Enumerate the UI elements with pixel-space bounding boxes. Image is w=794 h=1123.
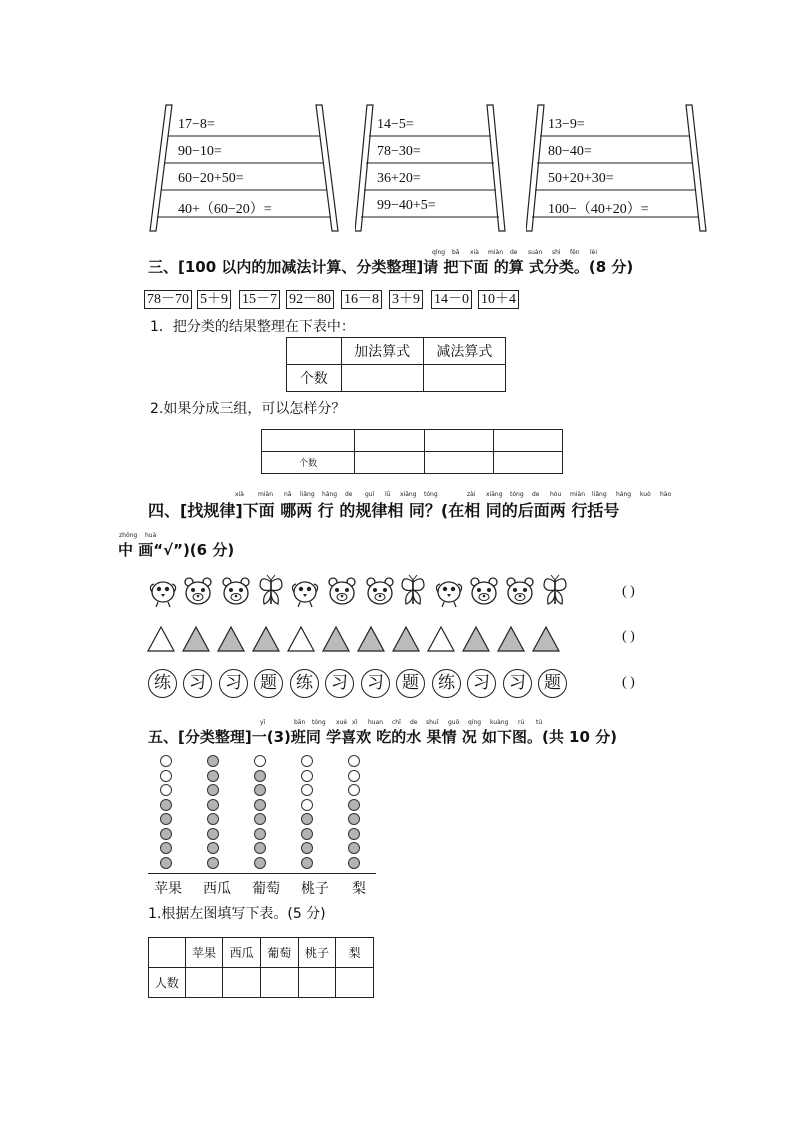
expression-box: 5＋9 [197,290,231,309]
expression-box: 15－7 [239,290,280,309]
answer-cell[interactable] [185,968,223,998]
bead [348,828,360,840]
circled-character: 习 [361,669,390,698]
bead [348,784,360,796]
pinyin: guī [365,491,375,498]
pinyin: shuǐ [426,719,439,726]
answer-cell[interactable] [355,452,424,474]
pinyin: háng [616,491,632,498]
question-3-2: 2.如果分成三组，可以怎样分？ [150,401,346,417]
bead [301,857,313,869]
bead [301,828,313,840]
table-row-label: 个数 [287,365,342,392]
pinyin: kuàng [490,719,509,726]
pinyin: bǎ [452,249,460,256]
bead [301,842,313,854]
pinyin: xué [336,719,348,726]
bead [160,770,172,782]
table-header-cell: 西瓜 [223,938,261,968]
bead [254,842,266,854]
answer-cell[interactable] [262,430,355,452]
expression-box: 92－80 [286,290,334,309]
bead [207,784,219,796]
bead [254,857,266,869]
animal-pattern [148,574,578,610]
pinyin: xiāng [486,491,503,498]
ladder-1 [148,103,348,233]
fruit-label: 苹果 [154,881,182,897]
pinyin: guǒ [448,719,460,726]
expression-box: 3＋9 [389,290,423,309]
bead [207,857,219,869]
ladder-2-row-1: 14−5= [377,117,414,132]
ladder-2-row-3: 36+20= [377,171,421,186]
bead [160,842,172,854]
bead [160,828,172,840]
ladder-3-row-3: 50+20+30= [548,171,614,186]
pinyin: fēn [570,249,580,256]
bead [160,784,172,796]
fruit-label: 葡萄 [252,881,280,897]
pinyin: suàn [528,249,543,256]
bead [301,799,313,811]
ladder-3-row-4: 100−（40+20）= [548,202,649,217]
ladder-2-row-2: 78−30= [377,144,421,159]
bead [207,828,219,840]
ladder-3 [526,103,711,233]
pinyin: zài [467,491,476,498]
pinyin: de [410,719,418,726]
pinyin: miàn [570,491,585,498]
bead [348,755,360,767]
bead [254,784,266,796]
pattern-row-2 [146,624,576,658]
bead [160,755,172,767]
table-row-label: 个数 [262,452,355,474]
bead [254,813,266,825]
answer-cell[interactable] [298,968,336,998]
table-header-cell [149,938,186,968]
pinyin: tóng [424,491,438,498]
pinyin: xià [235,491,244,498]
pinyin: qǐng [432,249,446,256]
pinyin: tóng [510,491,524,498]
answer-cell[interactable] [355,430,424,452]
answer-cell[interactable] [336,968,374,998]
circled-character: 习 [503,669,532,698]
pinyin: háng [322,491,338,498]
pinyin: lèi [590,249,598,256]
bead [160,813,172,825]
bead [254,799,266,811]
bead [207,770,219,782]
answer-parentheses[interactable]: ( ) [622,584,635,599]
pinyin: tú [536,719,543,726]
bead [254,755,266,767]
pinyin: tóng [312,719,326,726]
bead [160,857,172,869]
ladder-3-row-2: 80−40= [548,144,592,159]
pinyin: miàn [488,249,503,256]
pinyin: rú [518,719,525,726]
table-header-cell: 苹果 [185,938,223,968]
pinyin: hào [660,491,672,498]
circled-character: 题 [254,669,283,698]
answer-cell[interactable] [260,968,298,998]
answer-cell[interactable] [341,365,423,392]
section-3-title: 三、[100 以内的加减法计算、分类整理]请 把下面 的算 式分类。(8 分) [148,258,634,276]
fruit-count-table [148,937,374,998]
bead [301,770,313,782]
bead [348,857,360,869]
circled-character: 习 [467,669,496,698]
section-4-title-line-1: 四、[找规律]下面 哪两 行 的规律相 同？(在相 同的后面两 行括号 [148,501,620,520]
question-3-1: 1．把分类的结果整理在下表中： [150,319,355,335]
answer-cell[interactable] [493,430,562,452]
pinyin: liǎng [592,491,607,498]
section-5-title: 五、[分类整理]一(3)班同 学喜欢 吃的水 果情 况 如下图。(共 10 分) [148,728,618,746]
table-header-cell: 梨 [336,938,374,968]
pinyin: liǎng [300,491,315,498]
expression-box: 14－0 [431,290,472,309]
pattern-row-1 [148,574,578,614]
bead [348,799,360,811]
pinyin: de [510,249,518,256]
expression-box: 78－70 [144,290,192,309]
circled-character: 练 [290,669,319,698]
pinyin: qíng [468,719,482,726]
bead [348,813,360,825]
bead [207,842,219,854]
pinyin: hòu [550,491,562,498]
circled-character: 习 [183,669,212,698]
pinyin: huan [368,719,384,726]
answer-cell[interactable] [424,452,493,474]
pinyin: huà [145,532,157,539]
expression-box: 16－8 [341,290,382,309]
fruit-label: 西瓜 [203,881,231,897]
pinyin: xǐ [352,719,358,726]
section-4-title-line-2: 中 画“√”)(6 分) [118,541,235,559]
bead [254,828,266,840]
circled-character: 习 [219,669,248,698]
three-group-table [261,429,563,474]
ladder-2 [355,103,515,233]
bead-chart-baseline [148,873,376,874]
circled-character: 习 [325,669,354,698]
triangle-pattern [146,624,576,654]
table-header-cell: 桃子 [298,938,336,968]
answer-cell[interactable] [424,430,493,452]
ladder-3-row-1: 13−9= [548,117,585,132]
pinyin: yī [260,719,266,726]
expression-box: 10＋4 [478,290,519,309]
answer-cell[interactable] [493,452,562,474]
pinyin: chī [392,719,401,726]
pinyin: lǜ [385,491,391,498]
circled-character: 练 [148,669,177,698]
bead [348,842,360,854]
ladder-2-row-4: 99−40+5= [377,198,436,213]
pinyin: de [345,491,353,498]
table-header-cell [287,338,342,365]
answer-cell[interactable] [223,968,261,998]
classify-table [286,337,506,392]
question-5-1: 1.根据左图填写下表。(5 分) [148,906,326,922]
bead [207,813,219,825]
pinyin: xià [470,249,479,256]
pinyin: shì [552,249,561,256]
bead [301,784,313,796]
bead [301,813,313,825]
answer-parentheses[interactable]: ( ) [622,675,635,690]
bead [207,799,219,811]
pinyin: xiāng [400,491,417,498]
ladder-1-row-4: 40+（60−20）= [178,202,272,217]
circled-character: 练 [432,669,461,698]
ladder-1-row-2: 90−10= [178,144,222,159]
bead-chart [148,753,378,877]
table-header-cell: 加法算式 [341,338,423,365]
bead [348,770,360,782]
circled-character: 题 [396,669,425,698]
pinyin: miàn [258,491,273,498]
fruit-label: 桃子 [301,881,329,897]
answer-cell[interactable] [423,365,505,392]
pinyin: de [532,491,540,498]
pinyin: bān [294,719,306,726]
table-header-cell: 葡萄 [260,938,298,968]
bead [160,799,172,811]
answer-parentheses[interactable]: ( ) [622,629,635,644]
circled-character: 题 [538,669,567,698]
pinyin: kuò [640,491,651,498]
fruit-label: 梨 [352,881,366,897]
ladder-1-row-1: 17−8= [178,117,215,132]
table-header-cell: 减法算式 [423,338,505,365]
bead [207,755,219,767]
ladder-1-row-3: 60−20+50= [178,171,244,186]
pinyin: nǎ [284,491,292,498]
pinyin: zhōng [119,532,138,539]
bead [254,770,266,782]
table-row-label: 人数 [149,968,186,998]
bead [301,755,313,767]
